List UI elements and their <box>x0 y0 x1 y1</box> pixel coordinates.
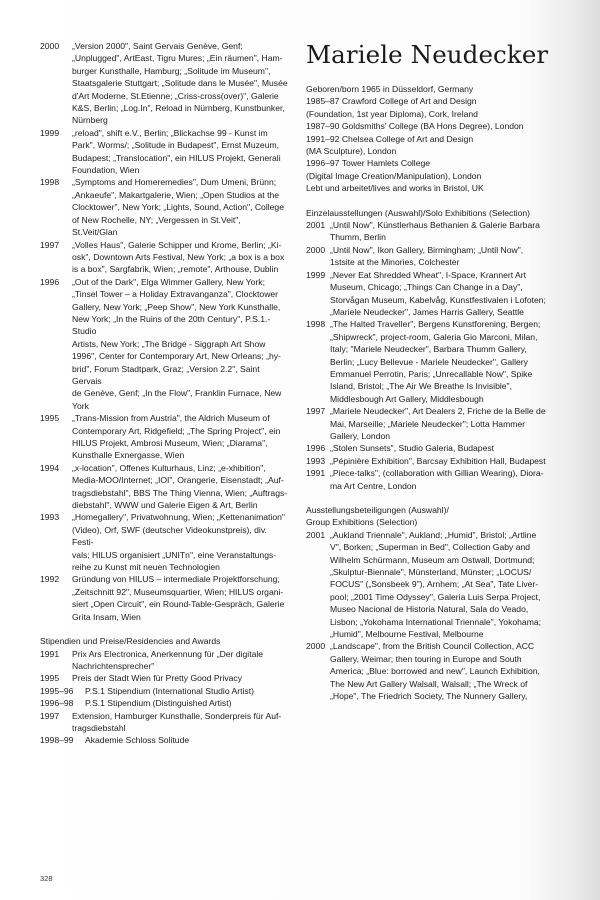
entry-line: P.S.1 Stipendium (Distinguished Artist) <box>85 698 232 709</box>
left-column <box>40 40 288 747</box>
entry-year: 1991 <box>306 468 326 479</box>
entry-line: Nachrichtensprecher" <box>72 660 155 671</box>
exhibition-entry <box>306 467 556 492</box>
entry-line: „Skulptur-Biennale", Münsterland, Münster; „LOCUS/ <box>330 567 532 578</box>
entry-year: 1999 <box>306 269 326 280</box>
entry-line: pool; „2001 Time Odyssey", Galeria Luis Serpa Project, <box>330 591 541 602</box>
exhibition-entry <box>40 734 288 746</box>
entry-line: „Mariele Neudecker", James Harris Gallery, Seattle <box>330 306 524 317</box>
entry-line: Prix Ars Electronica, Anerkennung für „Der digitale <box>72 648 264 659</box>
bio-line: 1987–90 Goldsmiths' College (BA Hons Degree), London <box>306 121 524 132</box>
entry-text <box>330 640 556 702</box>
entry-line: tragsdiebstahl", BBS The Thing Vienna, Wien; „Auftrags- <box>72 487 288 498</box>
exhibition-entry <box>40 127 288 177</box>
entry-line: „Shipwreck", project-room, Galeria Gio Marconi, Milan, <box>330 331 538 342</box>
entry-line: America; „Blue: borrowed and new", Launch Exhibition, <box>330 666 540 677</box>
right-column <box>306 40 556 703</box>
entry-line: „Zeitschnitt 92", Museumsquartier, Wien; HILUS organi- <box>72 586 284 597</box>
entry-line: Contemporary Art, Ridgefield; „The Spring Project", ein <box>72 425 281 436</box>
entry-year: 2001 <box>306 220 326 231</box>
entry-line: „Ankaeufe", Makartgalerie, Wien; „Open Studios at the <box>72 189 280 200</box>
entry-line: „reload", shift e.V., Berlin; „Blickachse 99 - Kunst im <box>72 127 268 138</box>
entry-line: osk", Downtown Arts Festival, New York; „a box is a box <box>72 251 285 262</box>
entry-year: 1991 <box>40 648 60 659</box>
entry-line: vals; HILUS organisiert „UNITn", eine Veranstaltungs- <box>72 549 277 560</box>
entry-line: „Stolen Sunsets", Studio Galeria, Budapest <box>330 443 495 454</box>
entry-line: burger Kunsthalle, Hamburg; „Solitude im Museum", <box>72 65 271 76</box>
group-exhibitions-list <box>306 529 556 703</box>
entry-text <box>330 405 556 442</box>
group-heading-line: Ausstellungsbeteiligungen (Auswahl)/ <box>306 505 449 515</box>
entry-line: „Hope", The Friedrich Society, The Nunnery Gallery, <box>330 691 528 702</box>
entry-line: „Humid", Melbourne Festival, Melbourne <box>330 629 484 640</box>
spacer <box>40 623 288 635</box>
exhibition-entry <box>40 685 288 697</box>
entry-line: Budapest; „Translocation", ein HILUS Projekt, Generali <box>72 152 281 163</box>
entry-line: „Never Eat Shredded Wheat", I-Space, Krannert Art <box>330 269 527 280</box>
entry-year: 1993 <box>40 512 60 523</box>
bio-line: (MA Sculpture), London <box>306 146 397 157</box>
entry-text <box>85 734 288 746</box>
entry-text <box>72 127 288 177</box>
exhibition-entry <box>306 442 556 454</box>
entry-year: 1998 <box>306 319 326 330</box>
entry-line: Emmanuel Perrotin, Paris; „Unrecallable Now", Spike <box>330 368 533 379</box>
entry-year: 1998–99 <box>40 735 74 746</box>
entry-line: reihe zu Kunst mit neuen Technologien <box>72 562 220 573</box>
entry-text <box>72 412 288 462</box>
entry-line: „Until Now", Ikon Gallery, Birmingham; „Until Now", <box>330 244 524 255</box>
exhibition-entry <box>306 455 556 467</box>
group-exhibitions-continued <box>40 40 288 623</box>
bio-line: (Digital Image Creation/Manipulation), London <box>306 170 482 181</box>
awards-list <box>40 648 288 747</box>
exhibition-entry <box>40 276 288 412</box>
entry-year: 1998 <box>40 177 60 188</box>
entry-year: 1994 <box>40 462 60 473</box>
entry-text <box>330 529 556 641</box>
exhibition-entry <box>40 648 288 673</box>
entry-line: „Pépinière Exhibition", Barcsay Exhibition Hall, Budapest <box>330 455 546 466</box>
entry-line: „Unplugged", ArtEast, Tigru Mures; „Ein räumen", Ham- <box>72 53 283 64</box>
entry-line: „Tinsel Tower – a Holiday Extravanganza", Clocktower <box>72 289 279 300</box>
entry-line: Storvågan Museum, Kabelvåg, Kunstfestivalen i Lofoten; <box>330 294 546 305</box>
entry-line: siert „Open Circuit", ein Round-Table-Gespräch, Galerie <box>72 599 285 610</box>
entry-line: Lisbon; „Yokohama International Triennale", Yokohama; <box>330 616 542 627</box>
entry-text <box>72 648 288 673</box>
entry-line: Kunsthalle Exnergasse, Wien <box>72 450 185 461</box>
entry-year: 2000 <box>40 41 60 51</box>
entry-line: ma Art Centre, London <box>330 480 417 491</box>
entry-year: 2000 <box>306 244 326 255</box>
entry-year: 1995 <box>40 673 60 684</box>
entry-line: „Trans-Mission from Austria", the Aldrich Museum of <box>72 413 270 424</box>
entry-text <box>72 462 288 512</box>
entry-line: de Genève, Genf; „In the Flow", Franklin Furnace, New <box>72 388 282 399</box>
entry-line: „Aukland Triennale", Aukland; „Humid", Bristol; „Artline <box>330 529 537 540</box>
entry-line: Museo Nacional de Historia Natural, Sala do Veado, <box>330 604 529 615</box>
entry-text <box>72 672 288 684</box>
entry-text <box>330 318 556 405</box>
entry-line: K&S, Berlin; „Log.In", Reload in Nürnberg, Kunstbunker, <box>72 103 285 114</box>
exhibition-entry <box>306 640 556 702</box>
entry-line: Gallery, Weimar; then touring in Europe and South <box>330 653 522 664</box>
entry-line: Park", Worms/; „Solitude in Budapest", Ernst Muzeum, <box>72 140 280 151</box>
solo-exhibitions-heading: Einzelausstellungen (Auswahl)/Solo Exhibitions (Selection) <box>306 207 531 218</box>
exhibition-entry <box>40 697 288 709</box>
entry-text <box>330 219 556 244</box>
entry-text <box>85 697 288 709</box>
bio-line: Geboren/born 1965 in Düsseldorf, Germany <box>306 84 474 94</box>
exhibition-entry <box>40 710 288 735</box>
page-number: 328 <box>40 874 53 883</box>
entry-year: 2000 <box>306 641 326 652</box>
entry-line: „Symptoms and Homeremedies", Dum Umeni, Brünn; <box>72 177 277 188</box>
exhibition-entry <box>40 462 288 512</box>
entry-line: Foundation, Wien <box>72 165 140 176</box>
bio-line: (Foundation, 1st year Diploma), Cork, Ireland <box>306 108 478 119</box>
entry-line: is a box", Sargfabrik, Wien; „remote", Arthouse, Dublin <box>72 264 279 275</box>
exhibition-entry <box>40 176 288 238</box>
entry-year: 2001 <box>306 529 326 540</box>
entry-text <box>72 573 288 623</box>
exhibition-entry <box>40 412 288 462</box>
entry-line: Clocktower", New York; „Lights, Sound, Action", College <box>72 202 284 213</box>
entry-line: brid", Forum Stadtpark, Graz; „Version 2.2", Saint Gervais <box>72 363 260 386</box>
entry-text <box>72 276 288 412</box>
entry-line: „Mariele Neudecker", Art Dealers 2, Friche de la Belle de <box>330 406 546 417</box>
entry-text <box>72 239 288 276</box>
entry-text <box>330 467 556 492</box>
entry-year: 1997 <box>40 239 60 250</box>
entry-year: 1996 <box>40 276 60 287</box>
entry-year: 1993 <box>306 455 326 466</box>
entry-text <box>330 244 556 269</box>
bio-line: 1996–97 Tower Hamlets College <box>306 158 431 169</box>
entry-line: New York; „In the Ruins of the 20th Century", P.S.1.-Studio <box>72 313 271 337</box>
entry-line: (Video), Orf, SWF (deutscher Videokunstpreis), div. Festi- <box>72 524 267 548</box>
entry-text <box>72 40 288 127</box>
entry-line: Extension, Hamburger Kunsthalle, Sonderpreis für Auf- <box>72 710 282 721</box>
artist-name-title: Mariele Neudecker <box>306 40 549 69</box>
exhibition-entry <box>306 318 556 405</box>
awards-heading: Stipendien und Preise/Residencies and Awards <box>40 636 221 647</box>
entry-year: 1992 <box>40 574 60 585</box>
entry-year: 1996 <box>306 443 326 454</box>
spacer <box>306 195 556 207</box>
group-exhibitions-heading <box>306 504 556 529</box>
entry-text <box>72 710 288 735</box>
entry-line: „Version 2000", Saint Gervais Genève, Genf; <box>72 41 243 51</box>
entry-text <box>72 176 288 238</box>
entry-line: Gallery, New York; „Peep Show", New York Kunsthalle, <box>72 301 281 312</box>
entry-line: diebstahl", WWW und Galerie Eigen & Art, Berlin <box>72 500 258 511</box>
exhibition-entry <box>40 511 288 573</box>
bio-line: 1985–87 Crawford College of Art and Design <box>306 96 477 107</box>
exhibition-entry <box>40 672 288 684</box>
entry-line: Middlesbough Art Gallery, Middlesbough <box>330 393 484 404</box>
spacer <box>306 492 556 504</box>
entry-line: „Out of the Dark", Elga Wimmer Gallery, New York; <box>72 276 265 287</box>
entry-line: Nürnberg <box>72 115 108 126</box>
entry-line: Media-MOO/Internet; „IOI", Orangerie, Eisenstadt; „Auf- <box>72 475 284 486</box>
entry-line: tragsdiebstahl <box>72 722 126 733</box>
exhibition-entry <box>306 219 556 244</box>
entry-line: Gallery, London <box>330 430 391 441</box>
entry-text <box>72 511 288 573</box>
entry-text <box>85 685 288 697</box>
entry-line: 1996", Center for Contemporary Art, New Orleans; „hy- <box>72 351 281 362</box>
bio-line: 1991–92 Chelsea College of Art and Design <box>306 133 474 144</box>
entry-line: Gründung von HILUS – intermediale Projektforschung; <box>72 574 280 585</box>
entry-year: 1997 <box>40 710 60 721</box>
exhibition-entry <box>306 269 556 319</box>
entry-text <box>330 455 556 467</box>
entry-line: The New Art Gallery Walsall, Walsall; „The Wreck of <box>330 678 528 689</box>
exhibition-entry <box>306 405 556 442</box>
biography <box>306 83 556 195</box>
entry-line: „Volles Haus", Galerie Schipper und Krome, Berlin; „Ki- <box>72 239 282 250</box>
entry-year: 1999 <box>40 127 60 138</box>
entry-line: Preis der Stadt Wien für Pretty Good Privacy <box>72 673 243 684</box>
group-heading-line: Group Exhibitions (Selection) <box>306 517 418 528</box>
entry-year: 1995 <box>40 413 60 424</box>
entry-text <box>330 269 556 319</box>
entry-line: „Homegallery", Privatwohnung, Wien; „Kettenanimation" <box>72 512 285 523</box>
entry-line: „x-location", Offenes Kulturhaus, Linz; „e-xhibition", <box>72 462 266 473</box>
entry-year: 1995–96 <box>40 685 74 696</box>
entry-line: V", Borken; „Superman in Bed", Collection Gaby and <box>330 542 531 553</box>
entry-year: 1997 <box>306 406 326 417</box>
entry-text <box>330 442 556 454</box>
entry-line: „Landscape", from the British Council Collection, ACC <box>330 641 535 652</box>
entry-line: of New Rochelle, NY; „Vergessen in St.Veit", St.Veit/Glan <box>72 214 241 238</box>
exhibition-entry <box>40 573 288 623</box>
entry-line: Mai, Marseille; „Mariele Neudecker"; Lotta Hammer <box>330 418 526 429</box>
entry-line: Artists, New York; „The Bridge - Siggraph Art Show <box>72 338 266 349</box>
entry-line: „The Halted Traveller", Bergens Kunstforening, Bergen; <box>330 319 541 330</box>
entry-line: Italy; "Mariele Neudecker", Barbara Thumm Gallery, <box>330 344 527 355</box>
entry-line: FOCUS" („Sonsbeek 9"), Arnhem; „At Sea", Tate Liver- <box>330 579 539 590</box>
entry-line: Thumm, Berlin <box>330 232 386 243</box>
entry-line: HILUS Projekt, Ambrosi Museum, Wien; „Diarama", <box>72 438 268 448</box>
exhibition-entry <box>40 239 288 276</box>
bio-line: Lebt und arbeitet/lives and works in Bristol, UK <box>306 183 484 194</box>
entry-line: Museum, Chicago; „Things Can Change in a Day", <box>330 282 523 293</box>
exhibition-entry <box>306 244 556 269</box>
entry-line: Grita Insam, Wien <box>72 611 141 622</box>
entry-line: York <box>72 400 89 411</box>
entry-line: P.S.1 Stipendium (International Studio Artist) <box>85 685 254 696</box>
entry-line: Island, Bristol; „The Air We Breathe Is Invisible", <box>330 381 512 392</box>
entry-line: Akademie Schloss Solitude <box>85 735 190 746</box>
solo-exhibitions-list <box>306 219 556 492</box>
entry-line: d'Art Moderne, St.Etienne; „Criss-cross(over)", Galerie <box>72 90 279 101</box>
entry-line: 1stsite at the Minories, Colchester <box>330 257 460 268</box>
entry-line: Staatsgalerie Stuttgart; „Solitude dans le Musée", Musée <box>72 78 288 89</box>
entry-line: „Until Now", Künstlerhaus Bethanien & Galerie Barbara <box>330 220 540 231</box>
entry-line: Berlin; „Lucy Bellevue - Mariele Neudecker", Gallery <box>330 356 528 367</box>
entry-year: 1996–98 <box>40 698 74 709</box>
entry-line: Wilhelm Schürmann, Museum am Ostwall, Dortmund; <box>330 554 535 565</box>
exhibition-entry <box>306 529 556 641</box>
exhibition-entry <box>40 40 288 127</box>
entry-line: „Piece-talks", (collaboration with Gillian Wearing), Diora- <box>330 468 544 479</box>
